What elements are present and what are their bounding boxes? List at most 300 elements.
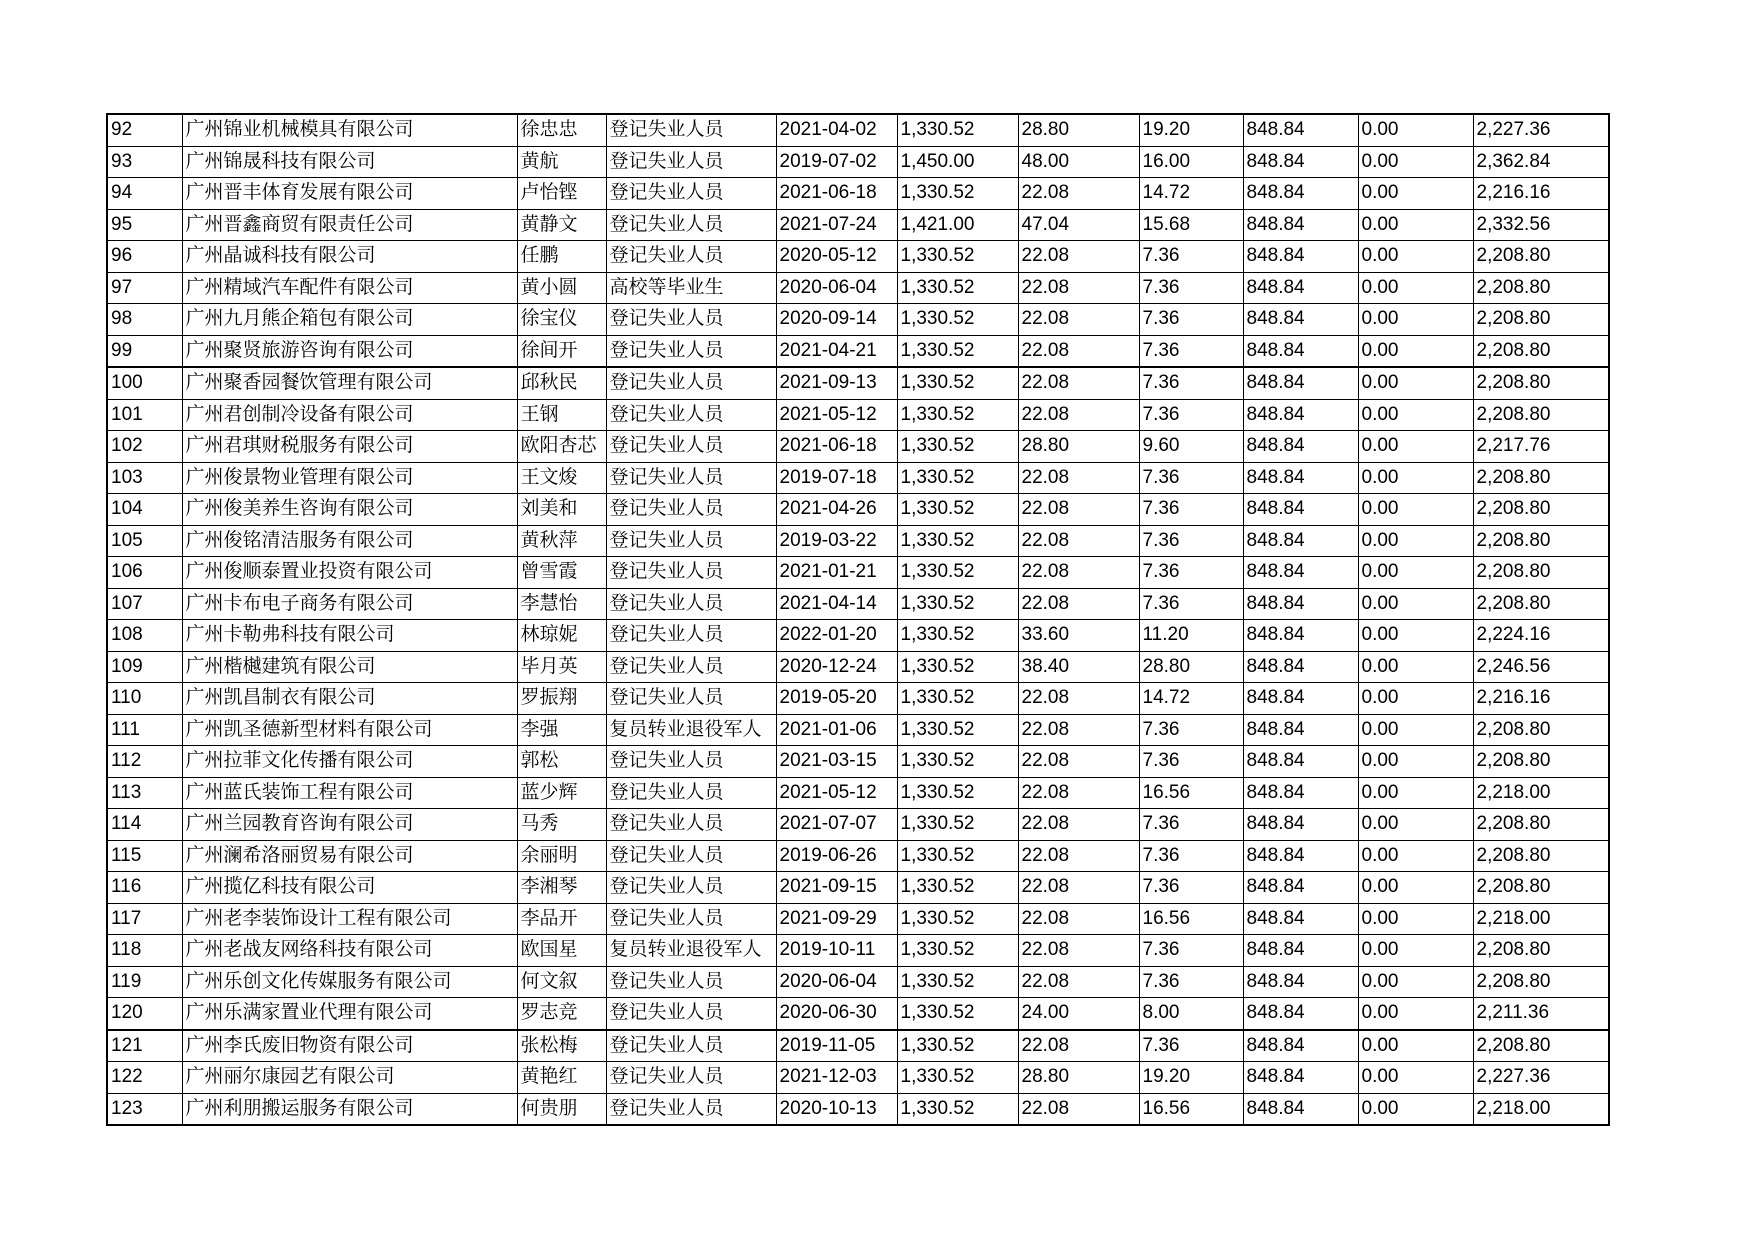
company-name-cell: 广州君琪财税服务有限公司 [182, 431, 517, 463]
total-cell: 2,218.00 [1473, 1093, 1609, 1125]
company-name-cell: 广州乐满家置业代理有限公司 [182, 998, 517, 1030]
total-cell: 2,332.56 [1473, 209, 1609, 241]
company-name-cell: 广州卡勒弗科技有限公司 [182, 620, 517, 652]
person-name-cell: 罗志竞 [517, 998, 606, 1030]
amount-cell: 848.84 [1243, 399, 1358, 431]
date-cell: 2021-01-21 [776, 557, 897, 589]
date-cell: 2021-09-15 [776, 872, 897, 904]
amount-cell: 0.00 [1358, 272, 1473, 304]
row-number-cell: 118 [107, 935, 182, 967]
amount-cell: 1,330.52 [897, 178, 1018, 210]
personnel-category-cell: 登记失业人员 [606, 966, 776, 998]
amount-cell: 0.00 [1358, 1062, 1473, 1094]
table-row [107, 462, 1609, 494]
personnel-category-cell: 登记失业人员 [606, 872, 776, 904]
date-cell: 2021-05-12 [776, 777, 897, 809]
amount-cell: 7.36 [1139, 588, 1243, 620]
amount-cell: 0.00 [1358, 241, 1473, 273]
amount-cell: 1,330.52 [897, 714, 1018, 746]
total-cell: 2,208.80 [1473, 399, 1609, 431]
table-row [107, 399, 1609, 431]
amount-cell: 7.36 [1139, 241, 1243, 273]
amount-cell: 7.36 [1139, 525, 1243, 557]
amount-cell: 22.08 [1018, 746, 1139, 778]
table-row [107, 209, 1609, 241]
amount-cell: 7.36 [1139, 304, 1243, 336]
amount-cell: 1,330.52 [897, 241, 1018, 273]
amount-cell: 22.08 [1018, 462, 1139, 494]
date-cell: 2020-12-24 [776, 651, 897, 683]
date-cell: 2019-10-11 [776, 935, 897, 967]
total-cell: 2,208.80 [1473, 557, 1609, 589]
table-row [107, 557, 1609, 589]
company-name-cell: 广州老李装饰设计工程有限公司 [182, 903, 517, 935]
personnel-category-cell: 登记失业人员 [606, 683, 776, 715]
amount-cell: 22.08 [1018, 304, 1139, 336]
amount-cell: 848.84 [1243, 494, 1358, 526]
personnel-category-cell: 高校等毕业生 [606, 272, 776, 304]
row-number-cell: 106 [107, 557, 182, 589]
amount-cell: 0.00 [1358, 178, 1473, 210]
row-number-cell: 109 [107, 651, 182, 683]
personnel-category-cell: 登记失业人员 [606, 462, 776, 494]
amount-cell: 0.00 [1358, 746, 1473, 778]
personnel-category-cell: 登记失业人员 [606, 1062, 776, 1094]
table-body [107, 114, 1609, 1125]
person-name-cell: 邱秋民 [517, 367, 606, 399]
personnel-category-cell: 登记失业人员 [606, 998, 776, 1030]
amount-cell: 8.00 [1139, 998, 1243, 1030]
total-cell: 2,216.16 [1473, 683, 1609, 715]
total-cell: 2,208.80 [1473, 494, 1609, 526]
amount-cell: 1,330.52 [897, 998, 1018, 1030]
company-name-cell: 广州丽尔康园艺有限公司 [182, 1062, 517, 1094]
total-cell: 2,208.80 [1473, 840, 1609, 872]
company-name-cell: 广州卡布电子商务有限公司 [182, 588, 517, 620]
row-number-cell: 94 [107, 178, 182, 210]
date-cell: 2021-06-18 [776, 431, 897, 463]
personnel-category-cell: 登记失业人员 [606, 335, 776, 367]
amount-cell: 15.68 [1139, 209, 1243, 241]
amount-cell: 47.04 [1018, 209, 1139, 241]
amount-cell: 7.36 [1139, 966, 1243, 998]
date-cell: 2019-07-02 [776, 146, 897, 178]
row-number-cell: 116 [107, 872, 182, 904]
company-name-cell: 广州俊景物业管理有限公司 [182, 462, 517, 494]
date-cell: 2019-07-18 [776, 462, 897, 494]
amount-cell: 1,330.52 [897, 683, 1018, 715]
amount-cell: 22.08 [1018, 903, 1139, 935]
date-cell: 2019-06-26 [776, 840, 897, 872]
company-name-cell: 广州凯昌制衣有限公司 [182, 683, 517, 715]
amount-cell: 0.00 [1358, 809, 1473, 841]
table-row [107, 620, 1609, 652]
amount-cell: 1,330.52 [897, 746, 1018, 778]
amount-cell: 848.84 [1243, 588, 1358, 620]
personnel-category-cell: 登记失业人员 [606, 651, 776, 683]
total-cell: 2,208.80 [1473, 272, 1609, 304]
amount-cell: 0.00 [1358, 367, 1473, 399]
amount-cell: 0.00 [1358, 431, 1473, 463]
amount-cell: 7.36 [1139, 557, 1243, 589]
total-cell: 2,208.80 [1473, 809, 1609, 841]
table-row [107, 651, 1609, 683]
total-cell: 2,227.36 [1473, 114, 1609, 146]
personnel-category-cell: 登记失业人员 [606, 241, 776, 273]
amount-cell: 19.20 [1139, 1062, 1243, 1094]
total-cell: 2,227.36 [1473, 1062, 1609, 1094]
amount-cell: 1,330.52 [897, 840, 1018, 872]
company-name-cell: 广州聚贤旅游咨询有限公司 [182, 335, 517, 367]
total-cell: 2,208.80 [1473, 966, 1609, 998]
row-number-cell: 114 [107, 809, 182, 841]
person-name-cell: 何文叙 [517, 966, 606, 998]
total-cell: 2,211.36 [1473, 998, 1609, 1030]
personnel-category-cell: 登记失业人员 [606, 304, 776, 336]
table-row [107, 746, 1609, 778]
company-name-cell: 广州聚香园餐饮管理有限公司 [182, 367, 517, 399]
total-cell: 2,216.16 [1473, 178, 1609, 210]
amount-cell: 848.84 [1243, 1093, 1358, 1125]
company-name-cell: 广州揽亿科技有限公司 [182, 872, 517, 904]
date-cell: 2019-03-22 [776, 525, 897, 557]
amount-cell: 7.36 [1139, 399, 1243, 431]
row-number-cell: 117 [107, 903, 182, 935]
row-number-cell: 93 [107, 146, 182, 178]
row-number-cell: 121 [107, 1030, 182, 1062]
person-name-cell: 徐宝仪 [517, 304, 606, 336]
amount-cell: 7.36 [1139, 494, 1243, 526]
amount-cell: 1,330.52 [897, 557, 1018, 589]
amount-cell: 28.80 [1018, 114, 1139, 146]
row-number-cell: 110 [107, 683, 182, 715]
total-cell: 2,246.56 [1473, 651, 1609, 683]
amount-cell: 0.00 [1358, 304, 1473, 336]
amount-cell: 0.00 [1358, 588, 1473, 620]
company-name-cell: 广州锦业机械模具有限公司 [182, 114, 517, 146]
total-cell: 2,208.80 [1473, 335, 1609, 367]
date-cell: 2021-06-18 [776, 178, 897, 210]
date-cell: 2021-04-14 [776, 588, 897, 620]
amount-cell: 848.84 [1243, 872, 1358, 904]
date-cell: 2020-06-04 [776, 966, 897, 998]
date-cell: 2021-07-24 [776, 209, 897, 241]
amount-cell: 848.84 [1243, 178, 1358, 210]
total-cell: 2,362.84 [1473, 146, 1609, 178]
amount-cell: 1,330.52 [897, 935, 1018, 967]
person-name-cell: 李湘琴 [517, 872, 606, 904]
personnel-category-cell: 登记失业人员 [606, 903, 776, 935]
person-name-cell: 任鹏 [517, 241, 606, 273]
amount-cell: 0.00 [1358, 840, 1473, 872]
row-number-cell: 103 [107, 462, 182, 494]
amount-cell: 7.36 [1139, 1030, 1243, 1062]
company-name-cell: 广州楷樾建筑有限公司 [182, 651, 517, 683]
amount-cell: 848.84 [1243, 998, 1358, 1030]
table-row [107, 1062, 1609, 1094]
company-name-cell: 广州老战友网络科技有限公司 [182, 935, 517, 967]
personnel-category-cell: 登记失业人员 [606, 146, 776, 178]
person-name-cell: 王文焌 [517, 462, 606, 494]
amount-cell: 16.56 [1139, 903, 1243, 935]
amount-cell: 1,330.52 [897, 809, 1018, 841]
table-row [107, 588, 1609, 620]
amount-cell: 22.08 [1018, 178, 1139, 210]
amount-cell: 22.08 [1018, 241, 1139, 273]
amount-cell: 22.08 [1018, 777, 1139, 809]
amount-cell: 1,330.52 [897, 1030, 1018, 1062]
amount-cell: 0.00 [1358, 146, 1473, 178]
row-number-cell: 115 [107, 840, 182, 872]
amount-cell: 14.72 [1139, 683, 1243, 715]
amount-cell: 28.80 [1018, 431, 1139, 463]
date-cell: 2020-06-30 [776, 998, 897, 1030]
amount-cell: 16.00 [1139, 146, 1243, 178]
amount-cell: 22.08 [1018, 494, 1139, 526]
amount-cell: 1,330.52 [897, 1062, 1018, 1094]
date-cell: 2020-06-04 [776, 272, 897, 304]
amount-cell: 848.84 [1243, 304, 1358, 336]
table-row [107, 1030, 1609, 1062]
amount-cell: 0.00 [1358, 966, 1473, 998]
amount-cell: 1,330.52 [897, 966, 1018, 998]
row-number-cell: 120 [107, 998, 182, 1030]
amount-cell: 848.84 [1243, 241, 1358, 273]
personnel-category-cell: 复员转业退役军人 [606, 935, 776, 967]
amount-cell: 848.84 [1243, 557, 1358, 589]
personnel-category-cell: 登记失业人员 [606, 746, 776, 778]
company-name-cell: 广州锦晟科技有限公司 [182, 146, 517, 178]
row-number-cell: 99 [107, 335, 182, 367]
row-number-cell: 111 [107, 714, 182, 746]
person-name-cell: 蓝少辉 [517, 777, 606, 809]
personnel-category-cell: 登记失业人员 [606, 367, 776, 399]
person-name-cell: 王钢 [517, 399, 606, 431]
amount-cell: 22.08 [1018, 399, 1139, 431]
amount-cell: 1,330.52 [897, 367, 1018, 399]
amount-cell: 848.84 [1243, 903, 1358, 935]
personnel-category-cell: 登记失业人员 [606, 557, 776, 589]
amount-cell: 16.56 [1139, 777, 1243, 809]
amount-cell: 848.84 [1243, 746, 1358, 778]
date-cell: 2021-12-03 [776, 1062, 897, 1094]
amount-cell: 0.00 [1358, 557, 1473, 589]
personnel-category-cell: 登记失业人员 [606, 431, 776, 463]
amount-cell: 24.00 [1018, 998, 1139, 1030]
amount-cell: 848.84 [1243, 1030, 1358, 1062]
company-name-cell: 广州拉菲文化传播有限公司 [182, 746, 517, 778]
person-name-cell: 何贵朋 [517, 1093, 606, 1125]
total-cell: 2,208.80 [1473, 304, 1609, 336]
amount-cell: 848.84 [1243, 935, 1358, 967]
amount-cell: 1,330.52 [897, 777, 1018, 809]
person-name-cell: 李强 [517, 714, 606, 746]
person-name-cell: 黄秋萍 [517, 525, 606, 557]
personnel-category-cell: 登记失业人员 [606, 178, 776, 210]
amount-cell: 38.40 [1018, 651, 1139, 683]
personnel-category-cell: 登记失业人员 [606, 620, 776, 652]
row-number-cell: 108 [107, 620, 182, 652]
amount-cell: 1,330.52 [897, 335, 1018, 367]
table-row [107, 335, 1609, 367]
company-name-cell: 广州俊美养生咨询有限公司 [182, 494, 517, 526]
amount-cell: 7.36 [1139, 809, 1243, 841]
date-cell: 2021-04-02 [776, 114, 897, 146]
company-name-cell: 广州兰园教育咨询有限公司 [182, 809, 517, 841]
personnel-category-cell: 登记失业人员 [606, 809, 776, 841]
date-cell: 2021-09-29 [776, 903, 897, 935]
row-number-cell: 119 [107, 966, 182, 998]
amount-cell: 22.08 [1018, 966, 1139, 998]
table-row [107, 809, 1609, 841]
table-row [107, 1093, 1609, 1125]
amount-cell: 0.00 [1358, 998, 1473, 1030]
date-cell: 2021-01-06 [776, 714, 897, 746]
amount-cell: 848.84 [1243, 714, 1358, 746]
person-name-cell: 马秀 [517, 809, 606, 841]
table-row [107, 431, 1609, 463]
personnel-category-cell: 登记失业人员 [606, 840, 776, 872]
amount-cell: 22.08 [1018, 367, 1139, 399]
amount-cell: 22.08 [1018, 272, 1139, 304]
table-row [107, 241, 1609, 273]
table-row [107, 367, 1609, 399]
amount-cell: 0.00 [1358, 620, 1473, 652]
company-name-cell: 广州李氏废旧物资有限公司 [182, 1030, 517, 1062]
row-number-cell: 122 [107, 1062, 182, 1094]
person-name-cell: 罗振翔 [517, 683, 606, 715]
amount-cell: 7.36 [1139, 367, 1243, 399]
amount-cell: 7.36 [1139, 872, 1243, 904]
row-number-cell: 104 [107, 494, 182, 526]
amount-cell: 1,330.52 [897, 304, 1018, 336]
person-name-cell: 郭松 [517, 746, 606, 778]
row-number-cell: 113 [107, 777, 182, 809]
amount-cell: 848.84 [1243, 335, 1358, 367]
total-cell: 2,218.00 [1473, 777, 1609, 809]
amount-cell: 848.84 [1243, 809, 1358, 841]
total-cell: 2,217.76 [1473, 431, 1609, 463]
amount-cell: 22.08 [1018, 1030, 1139, 1062]
amount-cell: 0.00 [1358, 872, 1473, 904]
row-number-cell: 97 [107, 272, 182, 304]
amount-cell: 1,421.00 [897, 209, 1018, 241]
amount-cell: 7.36 [1139, 840, 1243, 872]
company-name-cell: 广州九月熊企箱包有限公司 [182, 304, 517, 336]
amount-cell: 22.08 [1018, 1093, 1139, 1125]
table-row [107, 683, 1609, 715]
amount-cell: 1,330.52 [897, 431, 1018, 463]
company-name-cell: 广州俊铭清洁服务有限公司 [182, 525, 517, 557]
amount-cell: 22.08 [1018, 872, 1139, 904]
person-name-cell: 李慧怡 [517, 588, 606, 620]
amount-cell: 0.00 [1358, 683, 1473, 715]
person-name-cell: 卢怡铿 [517, 178, 606, 210]
amount-cell: 0.00 [1358, 209, 1473, 241]
total-cell: 2,208.80 [1473, 588, 1609, 620]
personnel-category-cell: 登记失业人员 [606, 494, 776, 526]
company-name-cell: 广州利朋搬运服务有限公司 [182, 1093, 517, 1125]
date-cell: 2019-11-05 [776, 1030, 897, 1062]
personnel-category-cell: 登记失业人员 [606, 588, 776, 620]
amount-cell: 22.08 [1018, 935, 1139, 967]
total-cell: 2,218.00 [1473, 903, 1609, 935]
company-name-cell: 广州凯圣德新型材料有限公司 [182, 714, 517, 746]
personnel-category-cell: 登记失业人员 [606, 1093, 776, 1125]
amount-cell: 0.00 [1358, 1093, 1473, 1125]
personnel-category-cell: 登记失业人员 [606, 777, 776, 809]
amount-cell: 848.84 [1243, 462, 1358, 494]
personnel-category-cell: 登记失业人员 [606, 114, 776, 146]
date-cell: 2021-05-12 [776, 399, 897, 431]
amount-cell: 1,330.52 [897, 525, 1018, 557]
table-row [107, 966, 1609, 998]
amount-cell: 1,330.52 [897, 1093, 1018, 1125]
person-name-cell: 刘美和 [517, 494, 606, 526]
amount-cell: 0.00 [1358, 714, 1473, 746]
amount-cell: 848.84 [1243, 367, 1358, 399]
row-number-cell: 101 [107, 399, 182, 431]
total-cell: 2,208.80 [1473, 462, 1609, 494]
amount-cell: 7.36 [1139, 462, 1243, 494]
amount-cell: 22.08 [1018, 335, 1139, 367]
amount-cell: 7.36 [1139, 746, 1243, 778]
person-name-cell: 毕月英 [517, 651, 606, 683]
amount-cell: 22.08 [1018, 588, 1139, 620]
table-row [107, 935, 1609, 967]
company-name-cell: 广州晋鑫商贸有限责任公司 [182, 209, 517, 241]
row-number-cell: 98 [107, 304, 182, 336]
amount-cell: 848.84 [1243, 840, 1358, 872]
company-name-cell: 广州乐创文化传媒服务有限公司 [182, 966, 517, 998]
person-name-cell: 黄艳红 [517, 1062, 606, 1094]
total-cell: 2,208.80 [1473, 935, 1609, 967]
amount-cell: 848.84 [1243, 431, 1358, 463]
amount-cell: 33.60 [1018, 620, 1139, 652]
table-row [107, 178, 1609, 210]
personnel-category-cell: 登记失业人员 [606, 525, 776, 557]
row-number-cell: 123 [107, 1093, 182, 1125]
company-name-cell: 广州晶诚科技有限公司 [182, 241, 517, 273]
amount-cell: 848.84 [1243, 683, 1358, 715]
total-cell: 2,208.80 [1473, 714, 1609, 746]
amount-cell: 7.36 [1139, 272, 1243, 304]
table-row [107, 272, 1609, 304]
amount-cell: 1,330.52 [897, 620, 1018, 652]
person-name-cell: 徐忠忠 [517, 114, 606, 146]
amount-cell: 1,330.52 [897, 494, 1018, 526]
person-name-cell: 曾雪霞 [517, 557, 606, 589]
amount-cell: 1,330.52 [897, 114, 1018, 146]
amount-cell: 848.84 [1243, 525, 1358, 557]
row-number-cell: 96 [107, 241, 182, 273]
amount-cell: 0.00 [1358, 651, 1473, 683]
amount-cell: 22.08 [1018, 683, 1139, 715]
person-name-cell: 余丽明 [517, 840, 606, 872]
date-cell: 2021-07-07 [776, 809, 897, 841]
amount-cell: 7.36 [1139, 714, 1243, 746]
amount-cell: 0.00 [1358, 903, 1473, 935]
table-row [107, 146, 1609, 178]
amount-cell: 16.56 [1139, 1093, 1243, 1125]
date-cell: 2020-10-13 [776, 1093, 897, 1125]
personnel-category-cell: 登记失业人员 [606, 209, 776, 241]
date-cell: 2021-04-26 [776, 494, 897, 526]
amount-cell: 22.08 [1018, 840, 1139, 872]
table-row [107, 494, 1609, 526]
amount-cell: 1,330.52 [897, 651, 1018, 683]
row-number-cell: 105 [107, 525, 182, 557]
